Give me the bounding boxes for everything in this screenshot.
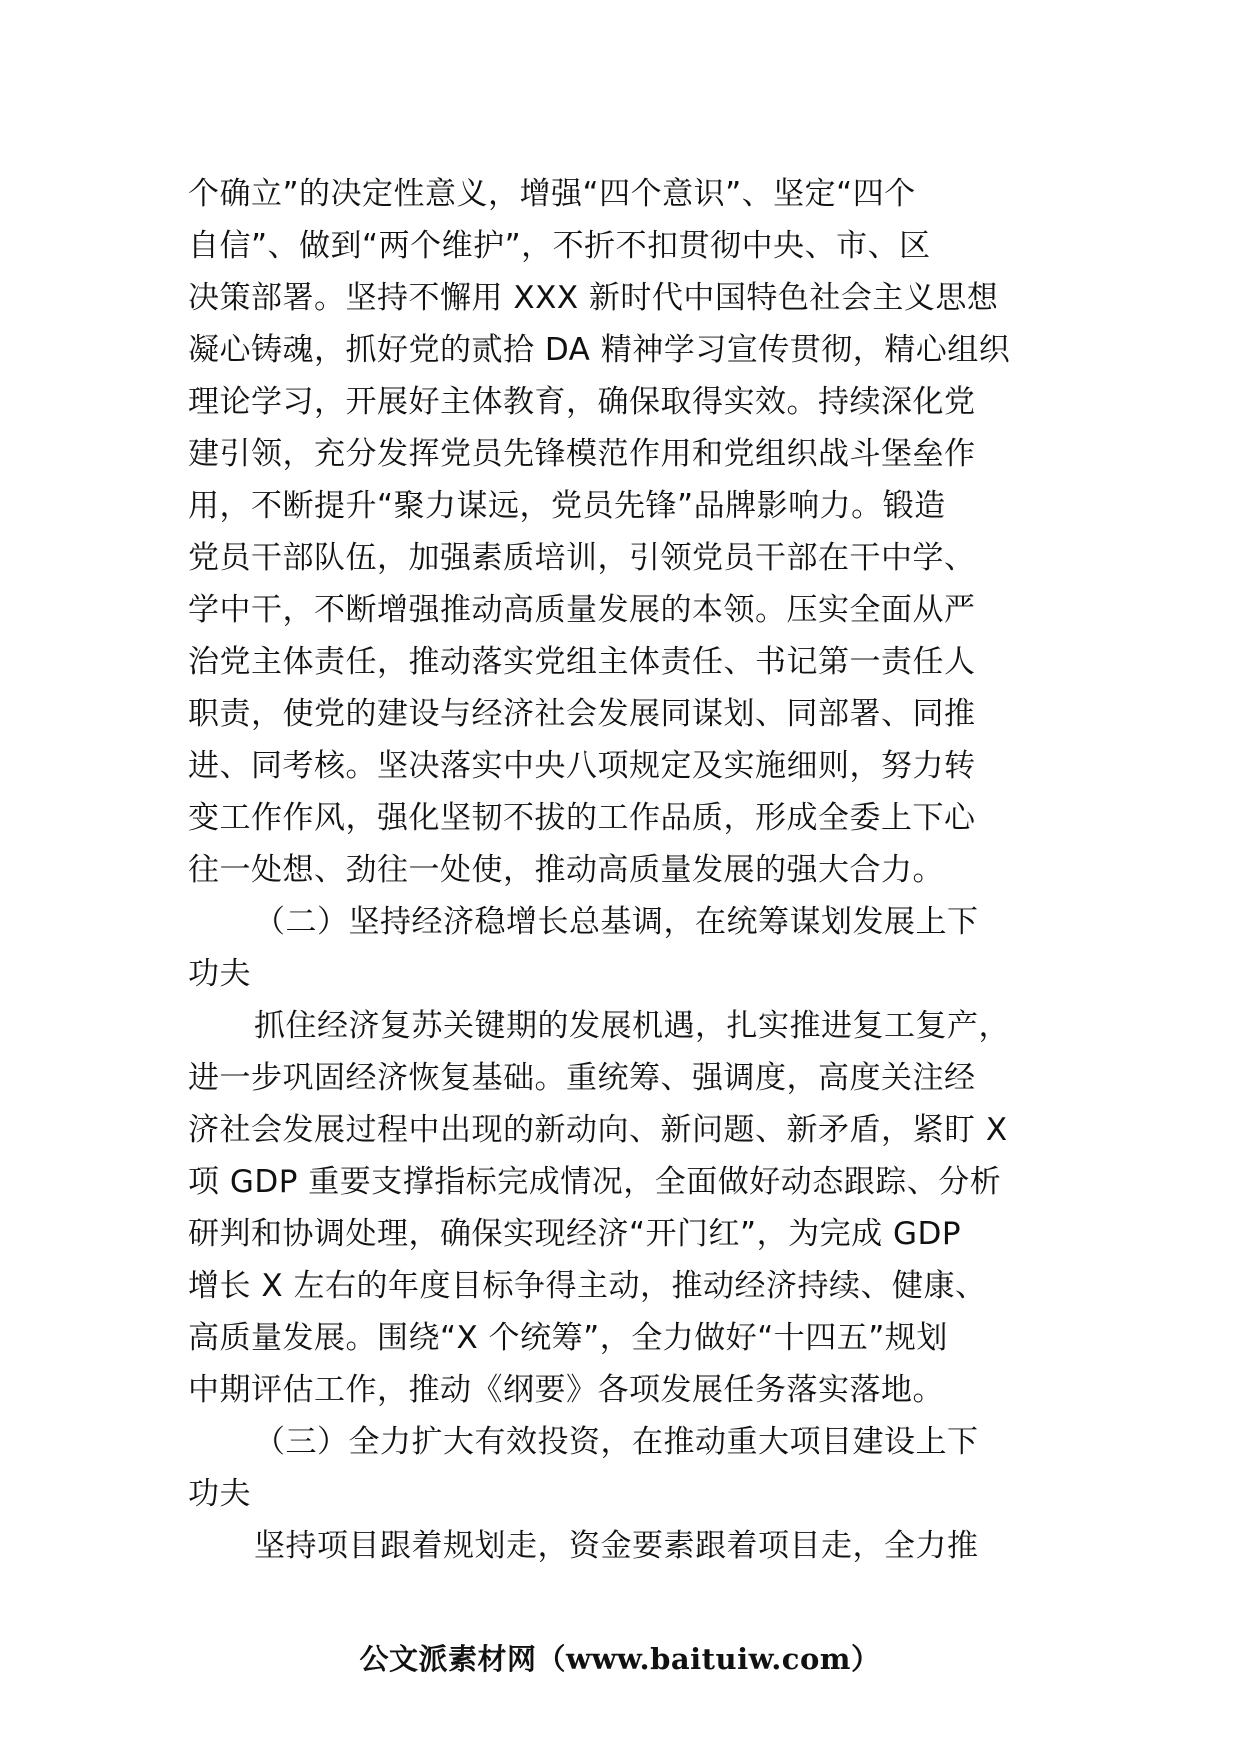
text-line: （三）全力扩大有效投资，在推动重大项目建设上下	[254, 1424, 979, 1460]
text-line: 决策部署。坚持不懈用 XXX 新时代中国特色社会主义思想	[188, 280, 999, 316]
text-line: 个确立”的决定性意义，增强“四个意识”、坚定“四个	[188, 176, 916, 212]
text-line: 理论学习，开展好主体教育，确保取得实效。持续深化党	[188, 384, 976, 420]
text-line: 变工作作风，强化坚韧不拔的工作品质，形成全委上下心	[188, 800, 976, 836]
text-line: 自信”、做到“两个维护”，不折不扣贯彻中央、市、区	[188, 228, 931, 264]
text-line: 坚持项目跟着规划走，资金要素跟着项目走，全力推	[254, 1528, 979, 1564]
text-line: 党员干部队伍，加强素质培训，引领党员干部在干中学、	[188, 540, 976, 576]
text-line: 治党主体责任，推动落实党组主体责任、书记第一责任人	[188, 644, 976, 680]
text-line: 功夫	[188, 956, 251, 992]
text-line: 建引领，充分发挥党员先锋模范作用和党组织战斗堡垒作	[188, 436, 976, 472]
text-line: 抓住经济复苏关键期的发展机遇，扎实推进复工复产，	[254, 1008, 1010, 1044]
text-line: 济社会发展过程中出现的新动向、新问题、新矛盾，紧盯 X	[188, 1112, 1008, 1148]
text-line: 高质量发展。围绕“X 个统筹”，全力做好“十四五”规划	[188, 1320, 948, 1356]
text-line: （二）坚持经济稳增长总基调，在统筹谋划发展上下	[254, 904, 979, 940]
text-line: 用，不断提升“聚力谋远，党员先锋”品牌影响力。锻造	[188, 488, 946, 524]
text-line: 学中干，不断增强推动高质量发展的本领。压实全面从严	[188, 592, 976, 628]
text-line: 增长 X 左右的年度目标争得主动，推动经济持续、健康、	[188, 1268, 987, 1304]
text-line: 进一步巩固经济恢复基础。重统筹、强调度，高度关注经	[188, 1060, 976, 1096]
text-line: 项 GDP 重要支撑指标完成情况，全面做好动态跟踪、分析	[188, 1164, 1002, 1200]
text-line: 凝心铸魂，抓好党的贰拾 DA 精神学习宣传贯彻，精心组织	[188, 332, 1011, 368]
text-line: 中期评估工作，推动《纲要》各项发展任务落实落地。	[188, 1372, 944, 1408]
text-line: 进、同考核。坚决落实中央八项规定及实施细则，努力转	[188, 748, 976, 784]
text-line: 职责，使党的建设与经济社会发展同谋划、同部署、同推	[188, 696, 976, 732]
text-line: 功夫	[188, 1476, 251, 1512]
footer-watermark: 公文派素材网（www.baituiw.com）	[359, 1642, 881, 1676]
document-body	[188, 168, 1058, 1572]
text-line: 往一处想、劲往一处使，推动高质量发展的强大合力。	[188, 852, 944, 888]
text-line: 研判和协调处理，确保实现经济“开门红”，为完成 GDP	[188, 1216, 962, 1252]
